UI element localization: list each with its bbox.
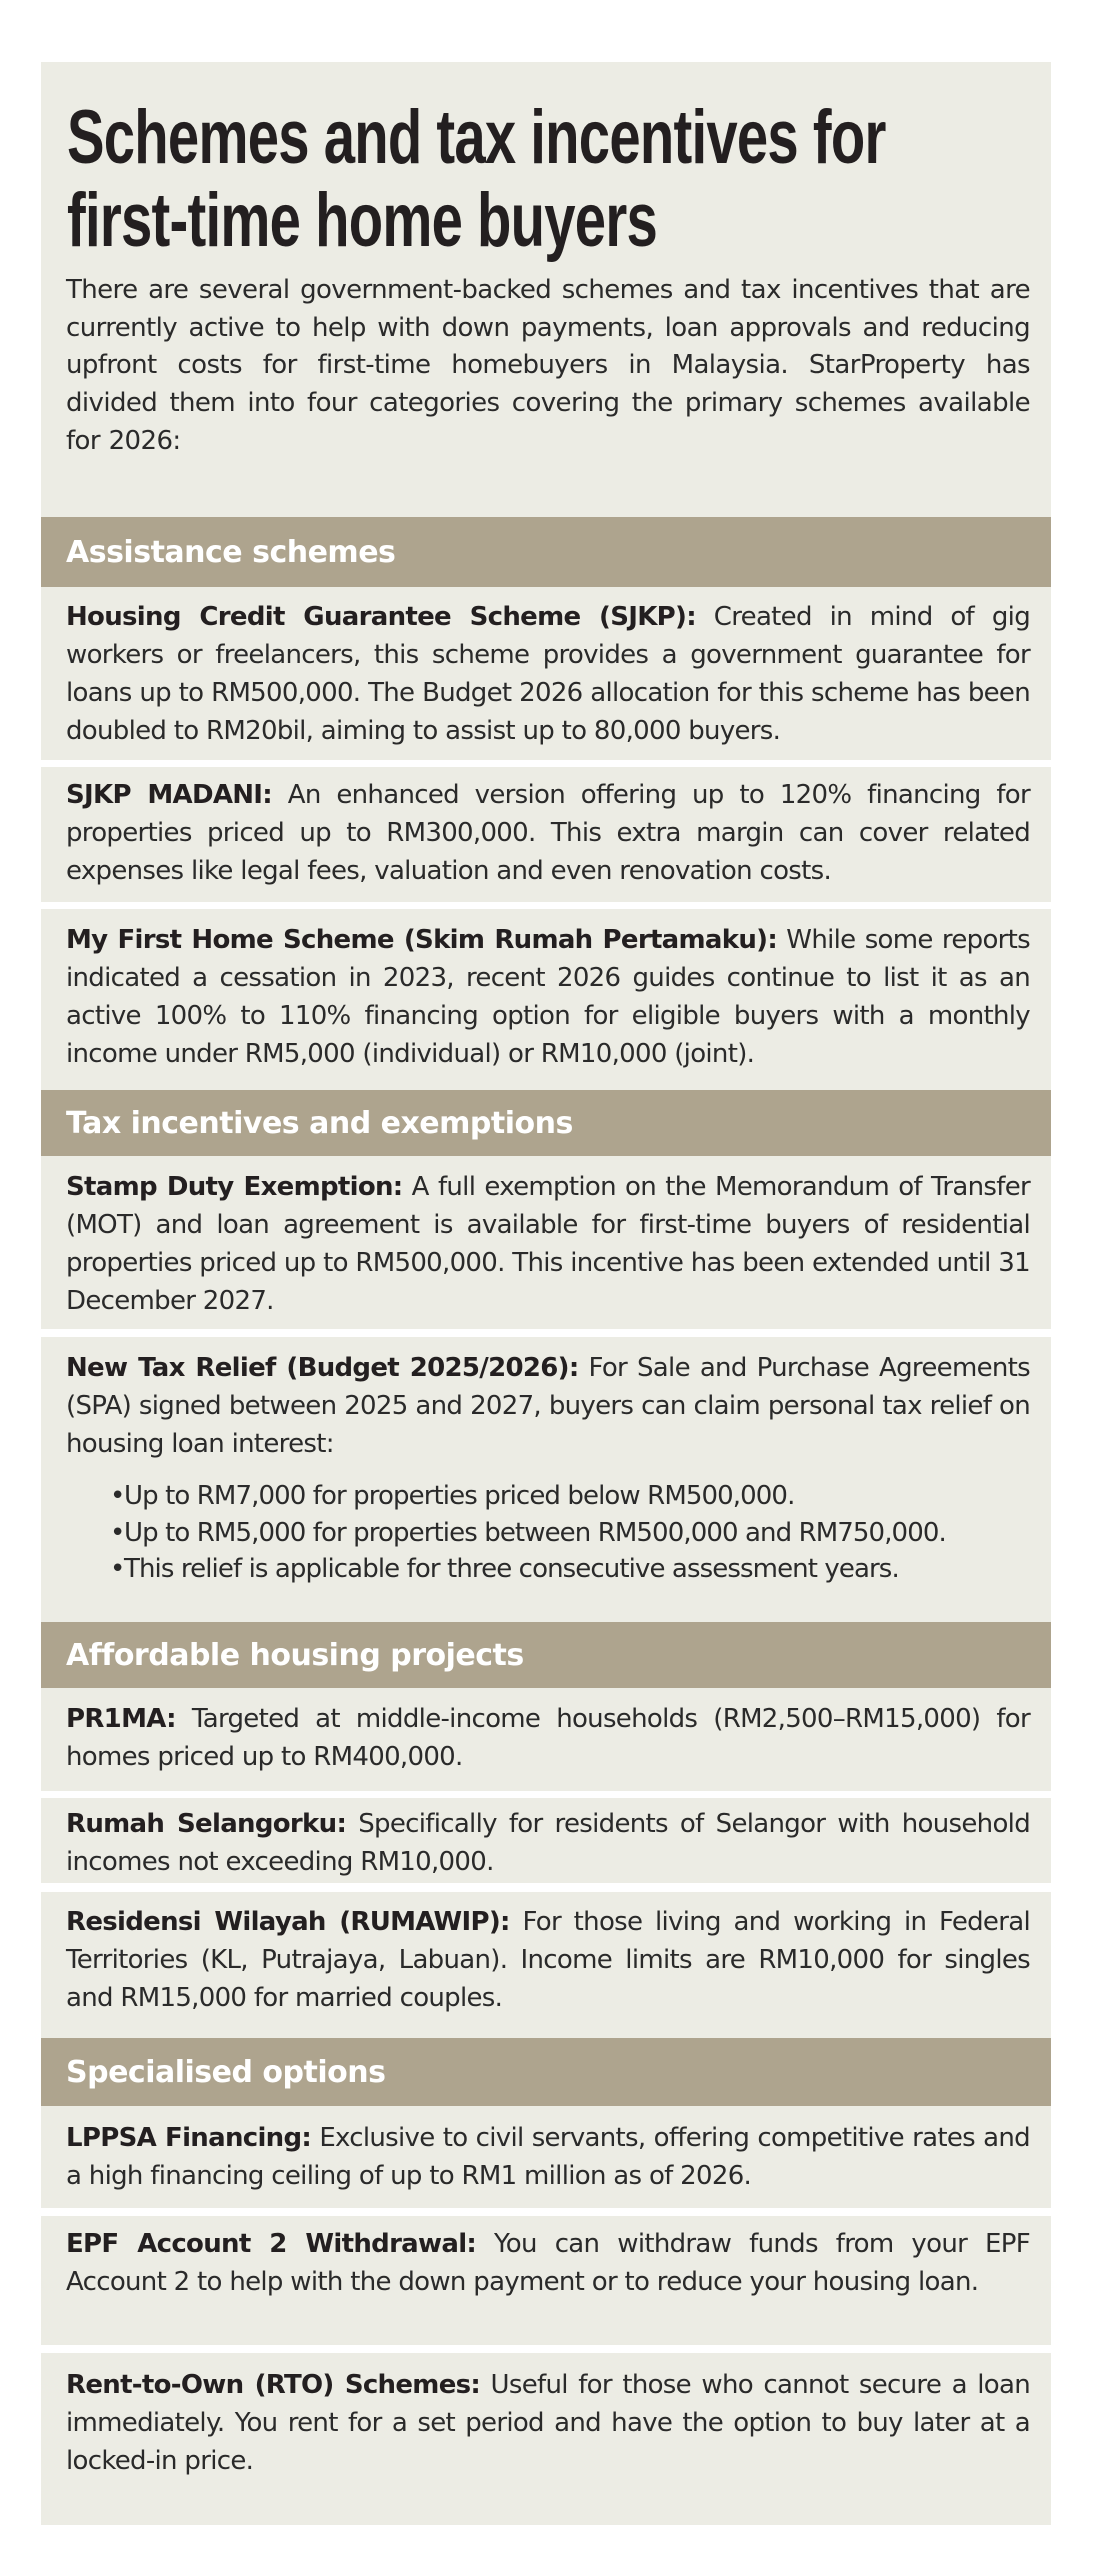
divider xyxy=(41,902,1051,909)
section-heading-affordable-housing: Affordable housing projects xyxy=(41,1622,1051,1688)
bullet-icon: • xyxy=(110,1517,125,1548)
item-term: PR1MA: xyxy=(66,1704,176,1734)
item-paragraph xyxy=(66,2366,1030,2480)
item-my-first-home-scheme xyxy=(41,909,1051,1090)
item-term: New Tax Relief (Budget 2025/2026): xyxy=(66,1353,579,1383)
divider xyxy=(41,2345,1051,2353)
item-term: SJKP MADANI: xyxy=(66,780,272,810)
item-text: You can withdraw funds from your EPF Account 2 to help with the down payment or to reduce your housing loan. xyxy=(66,2229,1030,2297)
item-paragraph xyxy=(66,2119,1030,2195)
item-text: Targeted at middle-income households (RM2,500–RM15,000) for homes priced up to RM400,000. xyxy=(66,1704,1030,1772)
bullet-icon: • xyxy=(110,1481,125,1511)
item-text: An enhanced version offering up to 120% financing for properties priced up to RM300,000. This extra margin can cover related expenses like legal fees, valuation and even renovation costs. xyxy=(66,780,1030,886)
bullet-text: Up to RM7,000 for properties priced below RM500,000. xyxy=(124,1481,795,1511)
item-paragraph xyxy=(66,1805,1030,1881)
item-paragraph xyxy=(66,598,1030,750)
item-term: Stamp Duty Exemption: xyxy=(66,1172,403,1202)
item-term: Residensi Wilayah (RUMAWIP): xyxy=(66,1907,510,1937)
item-term: LPPSA Financing: xyxy=(66,2123,312,2153)
divider xyxy=(41,1883,1051,1892)
title-line-2: first-time home buyers xyxy=(67,178,658,263)
item-paragraph xyxy=(66,776,1030,890)
item-text: Created in mind of gig workers or freelancers, this scheme provides a government guarantee for loans up to RM500,000. The Budget 2026 allocation for this scheme has been doubled to RM20bil, aiming to assist up to 80,000 buyers. xyxy=(66,602,1030,746)
section-heading-assistance-schemes: Assistance schemes xyxy=(41,517,1051,587)
item-paragraph xyxy=(66,1700,1030,1776)
item-paragraph xyxy=(66,1349,1030,1463)
item-paragraph xyxy=(66,1168,1030,1320)
section-heading-tax-incentives: Tax incentives and exemptions xyxy=(41,1090,1051,1156)
divider xyxy=(41,2208,1051,2216)
item-term: Rent-to-Own (RTO) Schemes: xyxy=(66,2370,481,2400)
tax-relief-bullet-list xyxy=(66,1478,1030,1588)
divider xyxy=(41,1791,1051,1798)
intro-paragraph: There are several government-backed schemes and tax incentives that are currently active to help with down payments, loan approvals and reducing upfront costs for first-time homebuyers in Malaysia. StarProperty has divided them into four categories covering the primary schemes available for 2026: xyxy=(66,275,1030,456)
item-rumah-selangorku xyxy=(41,1798,1051,1883)
page-title xyxy=(67,96,955,262)
bullet-text: Up to RM5,000 for properties between RM500,000 and RM750,000. xyxy=(124,1517,946,1548)
item-text: For Sale and Purchase Agreements (SPA) signed between 2025 and 2027, buyers can claim personal tax relief on housing loan interest: xyxy=(66,1353,1030,1459)
bullet-item xyxy=(110,1515,1030,1552)
section-heading-specialised-options: Specialised options xyxy=(41,2038,1051,2106)
item-text: A full exemption on the Memorandum of Transfer (MOT) and loan agreement is available for first-time buyers of residential properties priced up to RM500,000. This incentive has been extended until 31 December 2027. xyxy=(66,1172,1030,1316)
item-text: For those living and working in Federal Territories (KL, Putrajaya, Labuan). Income limits are RM10,000 for singles and RM15,000 for married couples. xyxy=(66,1907,1030,2013)
item-new-tax-relief xyxy=(41,1337,1051,1622)
item-text: While some reports indicated a cessation in 2023, recent 2026 guides continue to list it as an active 100% to 110% financing option for eligible buyers with a monthly income under RM5,000 (individual) or RM10,000 (joint). xyxy=(66,925,1030,1069)
item-term: My First Home Scheme (Skim Rumah Pertamaku): xyxy=(66,925,778,955)
item-paragraph xyxy=(66,921,1030,1073)
bullet-text: This relief is applicable for three consecutive assessment years. xyxy=(124,1554,899,1584)
item-term: Rumah Selangorku: xyxy=(66,1809,347,1839)
item-residensi-wilayah xyxy=(41,1892,1051,2038)
item-paragraph xyxy=(66,1903,1030,2017)
bullet-item xyxy=(110,1551,1030,1588)
bullet-icon: • xyxy=(110,1554,125,1584)
infographic-card xyxy=(41,62,1051,2525)
item-epf-account-2 xyxy=(41,2216,1051,2345)
item-term: Housing Credit Guarantee Scheme (SJKP): xyxy=(66,602,696,632)
item-sjkp-madani xyxy=(41,767,1051,902)
title-line-1: Schemes and tax incentives for xyxy=(67,95,886,180)
item-paragraph xyxy=(66,2225,1030,2301)
item-text: Specifically for residents of Selangor with household incomes not exceeding RM10,000. xyxy=(66,1809,1030,1877)
item-text: Useful for those who cannot secure a loan immediately. You rent for a set period and have the option to buy later at a locked-in price. xyxy=(66,2370,1031,2476)
item-rent-to-own xyxy=(41,2353,1051,2525)
item-sjkp xyxy=(41,587,1051,760)
divider xyxy=(41,1329,1051,1337)
item-stamp-duty-exemption xyxy=(41,1156,1051,1329)
divider xyxy=(41,760,1051,767)
item-lppsa-financing xyxy=(41,2106,1051,2208)
item-term: EPF Account 2 Withdrawal: xyxy=(66,2229,477,2259)
bullet-item xyxy=(110,1478,1030,1515)
item-text: Exclusive to civil servants, offering competitive rates and a high financing ceiling of up to RM1 million as of 2026. xyxy=(66,2123,1030,2191)
item-pr1ma xyxy=(41,1688,1051,1791)
